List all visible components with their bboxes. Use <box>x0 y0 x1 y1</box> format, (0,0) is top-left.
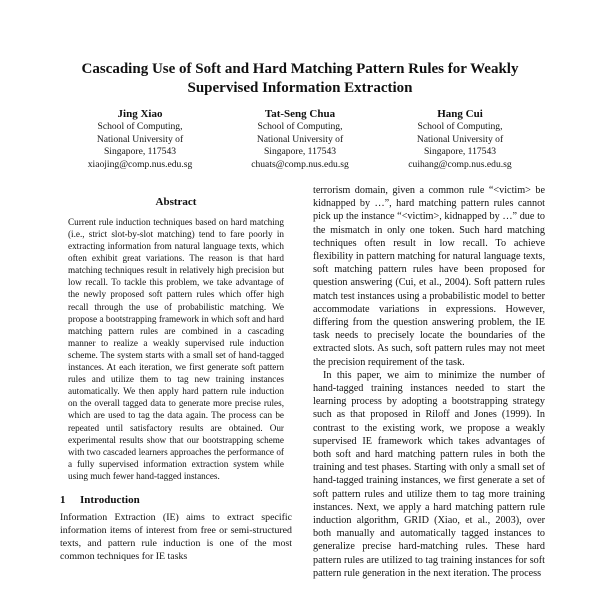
author-dept: School of Computing, <box>257 121 343 132</box>
author-name: Hang Cui <box>437 108 483 120</box>
author-email: xiaojing@comp.nus.edu.sg <box>87 158 193 170</box>
author-city: Singapore, 117543 <box>263 146 337 157</box>
author-name: Tat-Seng Chua <box>264 108 336 120</box>
author-city: Singapore, 117543 <box>423 146 497 157</box>
intro-paragraph: Information Extraction (IE) aims to extract specific information items of interest from free or semi-structured texts, and pattern rule induction is one of the most common techniques for IE tasks <box>60 511 292 562</box>
abstract-heading: Abstract <box>155 196 197 208</box>
right-column <box>313 184 545 580</box>
author-1 <box>60 108 220 171</box>
body-paragraph: In this paper, we aim to minimize the number of hand-tagged training instances needed to start the learning process by adopting a bootstrapping strategy such as that proposed in Riloff and Jones (1999). In contrast to the existing work, we propose a weakly supervised IE framework which takes advantages of both soft and hard matching pattern rules in both the training and test phases. Starting with only a small set of hand-tagged training instances, we first generate a set of soft pattern rules and utilize them to tag more training instances. Next, we apply a hard matching pattern rule induction algorithm, GRID (Xiao, et al., 2003), over both manually and automatically tagged instances to generalize precise hard-matching rules. These hard pattern rules are utilized to tag training instances for soft pattern rule generation in the next iteration. The process <box>313 369 545 579</box>
author-email: chuats@comp.nus.edu.sg <box>251 158 349 170</box>
author-univ: National University of <box>416 133 504 145</box>
author-univ: National University of <box>256 133 344 145</box>
author-email: cuihang@comp.nus.edu.sg <box>408 158 512 170</box>
author-dept: School of Computing, <box>97 121 183 132</box>
author-dept: School of Computing, <box>417 121 503 132</box>
body-paragraph: terrorism domain, given a common rule “<victim> be kidnapped by …”, hard matching pattern rules cannot pick up the instance “<victim>, kidnapped by …” due to the mismatch in only one token. Such hard matching techniques often result in low recall. To achieve flexibility in pattern matching for natural language texts, soft matching pattern rules have been proposed for question answering (Cui, et al., 2004). Soft pattern rules match test instances using a probabilistic model to better accommodate variations in expressions. However, differing from the question answering problem, the IE task needs to precisely locate the boundaries of the extracted slots. As such, soft pattern rules may not meet the precision requirement of the task. <box>313 185 545 368</box>
author-3 <box>380 108 540 171</box>
author-block <box>60 108 540 168</box>
section-number: 1 <box>60 493 66 506</box>
author-univ: National University of <box>96 133 184 145</box>
author-city: Singapore, 117543 <box>103 146 177 157</box>
abstract-text: Current rule induction techniques based on hard matching (i.e., strict slot-by-slot matching) tend to fare poorly in extracting information from natural language texts, which often exhibit great variations. The reason is that hard matching techniques result in relatively high precision but low recall. To tackle this problem, we take advantage of the newly proposed soft pattern rules which offer high recall through the use of probabilistic matching. We propose a bootstrapping framework in which soft and hard matching pattern rules are combined in a cascading manner to realize a weakly supervised rule induction scheme. The system starts with a small set of hand-tagged instances. At each iteration, we first generate soft pattern rules and utilize them to tag new training instances automatically. We then apply hard pattern rule induction on the overall tagged data to generate more precise rules, which are used to tag the data again. The process can be repeated until satisfactory results are obtained. Our experimental results show that our bootstrapping scheme with two cascaded learners approaches the performance of a fully supervised information extraction system while using much fewer hand-tagged instances. <box>68 216 284 481</box>
section-heading <box>60 494 292 507</box>
paper-title: Cascading Use of Soft and Hard Matching Pattern Rules for Weakly Supervised Information Extraction <box>81 61 519 96</box>
author-2 <box>220 108 380 171</box>
left-column <box>60 190 292 564</box>
author-name: Jing Xiao <box>117 108 163 120</box>
section-title: Introduction <box>80 493 140 506</box>
